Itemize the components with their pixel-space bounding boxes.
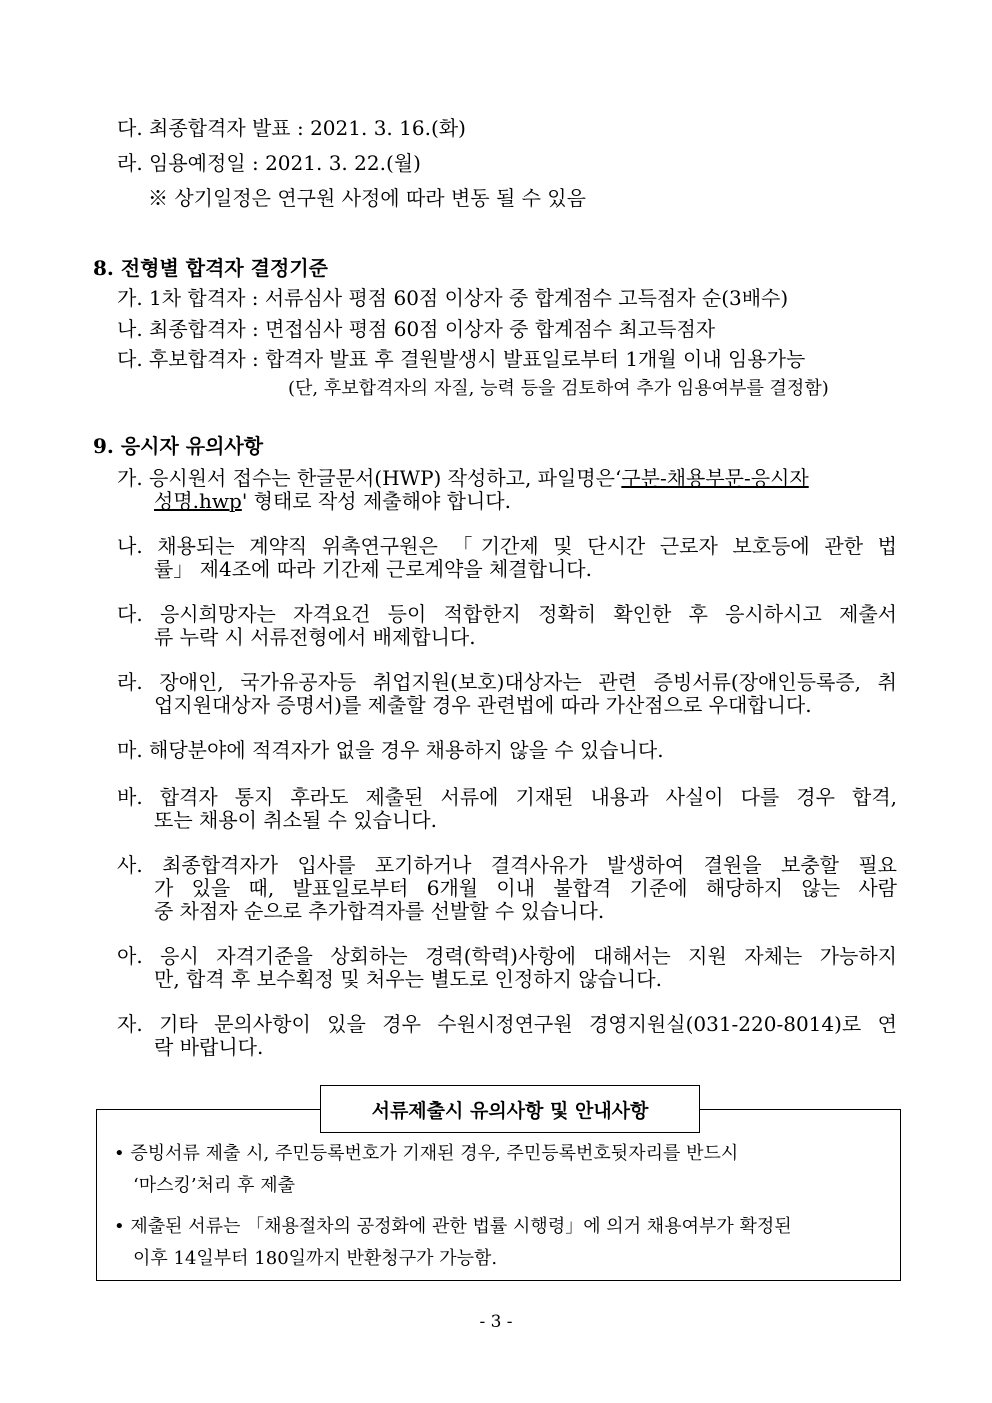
section9-item-na-line2: 률」 제4조에 따라 기간제 근로계약을 체결합니다.: [154, 557, 592, 581]
section8-title: 8. 전형별 합격자 결정기준: [93, 256, 328, 280]
section9-item-da-line1: 다. 응시희망자는 자격요건 등이 적합한지 정확히 확인한 후 응시하시고 제출서: [117, 602, 897, 626]
item-ga-filename-part1: 구분-채용부문-응시자: [621, 466, 809, 490]
section9-item-da-line2: 류 누락 시 서류전형에서 배제합니다.: [154, 625, 476, 649]
schedule-appointment: 라. 임용예정일 : 2021. 3. 22.(월): [117, 151, 421, 175]
section9-item-ba-line2: 또는 채용이 취소될 수 있습니다.: [154, 808, 437, 832]
section9-item-ja-line1: 자. 기타 문의사항이 있을 경우 수원시정연구원 경영지원실(031-220-8014)로 연: [117, 1012, 897, 1036]
section9-item-ja-line2: 락 바랍니다.: [154, 1035, 264, 1059]
notice-bullet2-line1: • 제출된 서류는 「채용절차의 공정화에 관한 법률 시행령」에 의거 채용여부가 확정된: [114, 1216, 792, 1237]
section9-item-sa-line1: 사. 최종합격자가 입사를 포기하거나 결격사유가 발생하여 결원을 보충할 필요: [117, 853, 897, 877]
schedule-note: ※ 상기일정은 연구원 사정에 따라 변동 될 수 있음: [148, 186, 586, 210]
notice-bullet2-line2: 이후 14일부터 180일까지 반환청구가 가능함.: [133, 1248, 498, 1269]
section9-item-ma: 마. 해당분야에 적격자가 없을 경우 채용하지 않을 수 있습니다.: [117, 738, 664, 762]
section9-title: 9. 응시자 유의사항: [93, 434, 264, 458]
notice-bullet1-line2: ‘마스킹’처리 후 제출: [133, 1175, 295, 1196]
section8-item-ga: 가. 1차 합격자 : 서류심사 평점 60점 이상자 중 합계점수 고득점자 순(3배수): [117, 286, 789, 310]
item-ga-text2: ' 형태로 작성 제출해야 합니다.: [241, 489, 511, 513]
section9-item-na-line1: 나. 채용되는 계약직 위촉연구원은 「기간제 및 단시간 근로자 보호등에 관한 법: [117, 534, 897, 558]
section9-item-a-line2: 만, 합격 후 보수획정 및 처우는 별도로 인정하지 않습니다.: [154, 967, 662, 991]
section9-item-ba-line1: 바. 합격자 통지 후라도 제출된 서류에 기재된 내용과 사실이 다를 경우 합격,: [117, 785, 897, 809]
item-ga-text: 가. 응시원서 접수는 한글문서(HWP) 작성하고, 파일명은‘: [117, 466, 622, 490]
page-number: - 3 -: [479, 1312, 513, 1332]
section9-item-a-line1: 아. 응시 자격기준을 상회하는 경력(학력)사항에 대해서는 지원 자체는 가능하지: [117, 944, 897, 968]
section9-item-ra-line2: 업지원대상자 증명서)를 제출할 경우 관련법에 따라 가산점으로 우대합니다.: [154, 693, 812, 717]
notice-bullet1-line1: • 증빙서류 제출 시, 주민등록번호가 기재된 경우, 주민등록번호뒷자리를 반드시: [114, 1143, 739, 1164]
section8-item-na: 나. 최종합격자 : 면접심사 평점 60점 이상자 중 합계점수 최고득점자: [117, 317, 716, 341]
schedule-final-announce: 다. 최종합격자 발표 : 2021. 3. 16.(화): [117, 116, 466, 140]
section8-item-da: 다. 후보합격자 : 합격자 발표 후 결원발생시 발표일로부터 1개월 이내 임용가능: [117, 347, 806, 371]
section9-item-ga-line2: [154, 489, 511, 513]
notice-box-title: 서류제출시 유의사항 및 안내사항: [320, 1085, 700, 1133]
item-ga-filename-part2: 성명.hwp: [154, 489, 242, 513]
section9-item-ga-line1: [117, 466, 897, 490]
section9-item-sa-line2: 가 있을 때, 발표일로부터 6개월 이내 불합격 기준에 해당하지 않는 사람: [154, 876, 897, 900]
section9-item-ra-line1: 라. 장애인, 국가유공자등 취업지원(보호)대상자는 관련 증빙서류(장애인등록증, 취: [117, 670, 897, 694]
section9-item-sa-line3: 중 차점자 순으로 추가합격자를 선발할 수 있습니다.: [154, 899, 605, 923]
section8-sub-note: (단, 후보합격자의 자질, 능력 등을 검토하여 추가 임용여부를 결정함): [288, 378, 829, 399]
